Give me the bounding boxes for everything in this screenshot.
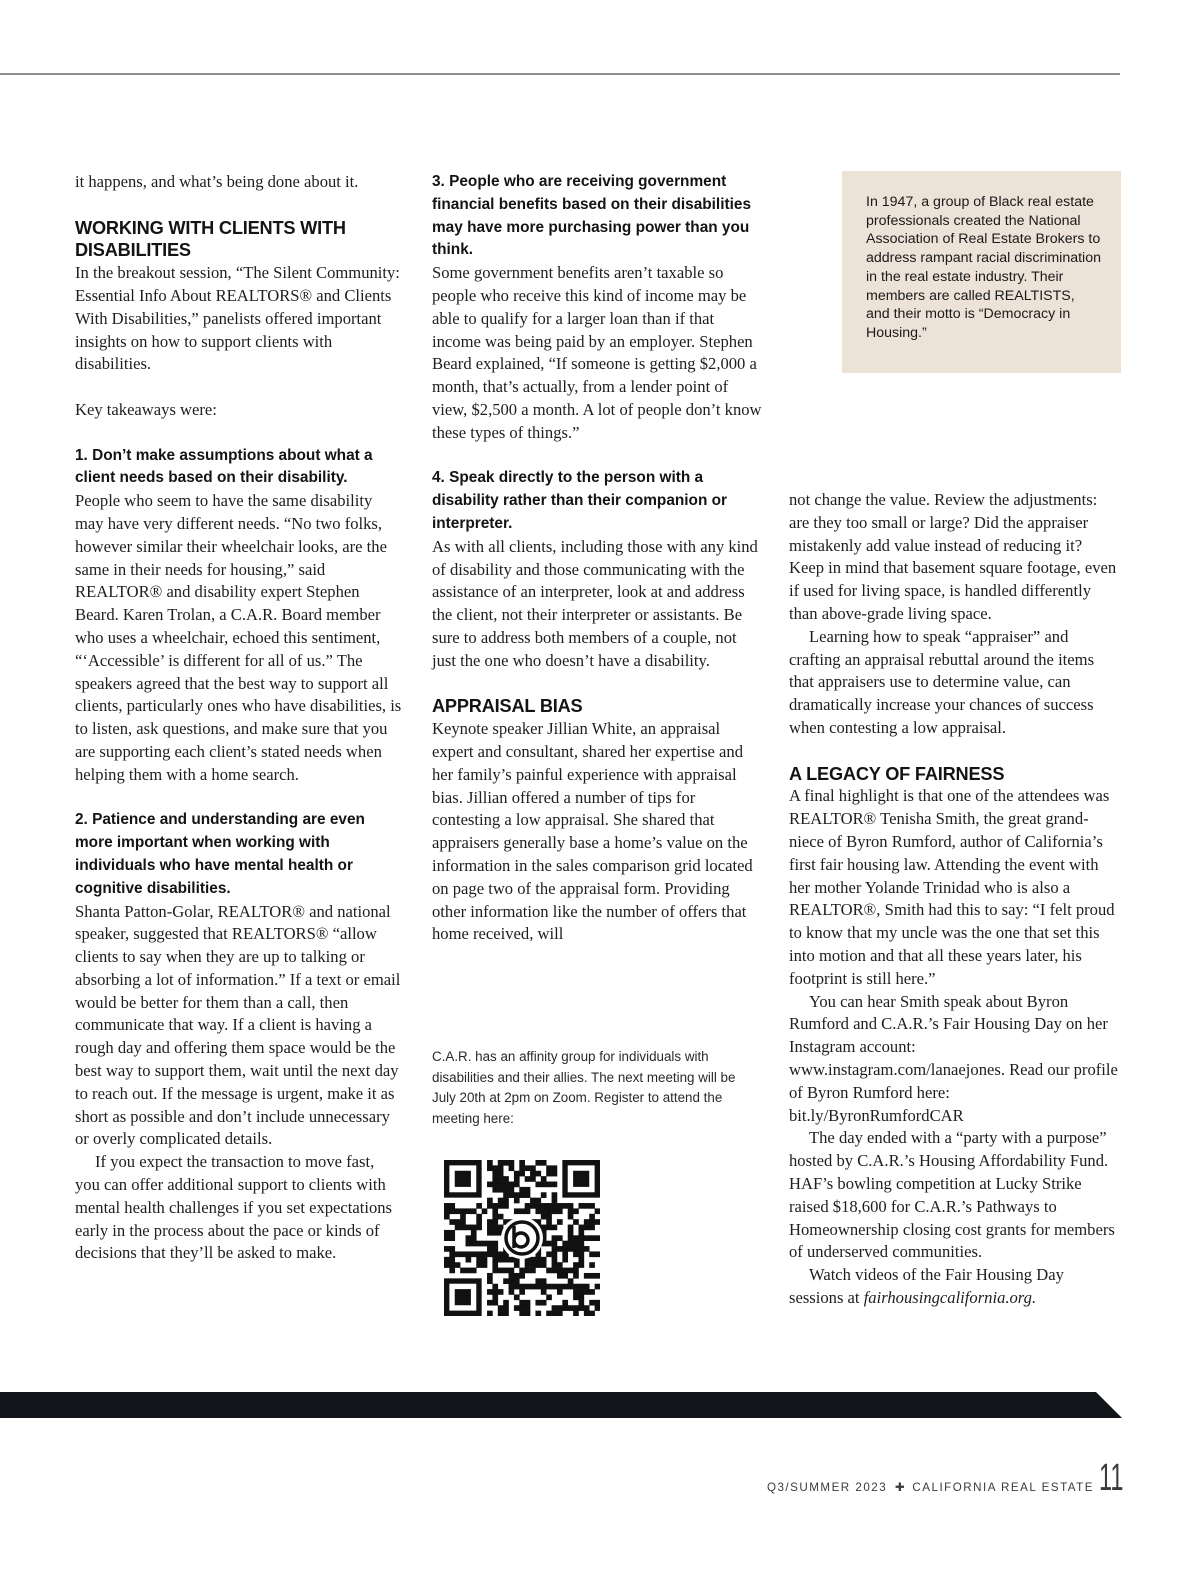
appraisal-continued: not change the value. Review the adjustments: are they too small or large? Did the appraiser mistakenly add value instead of reducing it? Keep in mind that basement square footage, even if used for living space, is handled differently than above-grade living space. — [789, 490, 1117, 623]
watch-prefix: Watch videos of the Fair Housing Day sessions at — [789, 1265, 1064, 1307]
tip3-body: Some government benefits aren’t taxable so people who receive this kind of income may be able to qualify for a larger loan than if that income was being paid by an employer. Stephen Beard explained, “If someone is getting $2,000 a month, that’s actually, from a lender point of view, $2,500 a month. A lot of people don’t know these types of things.” — [432, 263, 762, 442]
article-column-1 — [75, 171, 403, 1265]
tip2-heading: 2. Patience and understanding are even more important when working with individuals who have mental health or cognitive disabilities. — [75, 811, 365, 897]
page-number: 11 — [1099, 1457, 1124, 1499]
top-rule — [0, 73, 1120, 75]
tip1-heading: 1. Don’t make assumptions about what a client needs based on their disability. — [75, 446, 373, 487]
article-column-2 — [432, 171, 762, 946]
section-heading-clients: WORKING WITH CLIENTS WITH DISABILITIES — [75, 217, 346, 261]
qr-code-icon[interactable] — [444, 1160, 600, 1316]
page-footer — [767, 1480, 1094, 1494]
watch-paragraph — [789, 1264, 1121, 1310]
legacy-paragraph: A final highlight is that one of the attendees was REALTOR® Tenisha Smith, the great grand-niece of Byron Rumford, author of California’s first fair housing law. Attending the event with her mother Yolande Trinidad who is also a REALTOR®, Smith had this to say: “I felt proud to know that my uncle was the one that set this into motion and that all these years later, his footprint is still here.” — [789, 786, 1115, 988]
instagram-paragraph: You can hear Smith speak about Byron Rumford and C.A.R.’s Fair Housing Day on her Instagram account: www.instagram.com/lanaejones. Read our profile of Byron Rumford here: bit.ly/ByronRumfordCAR — [789, 991, 1118, 1125]
fairhousing-link[interactable]: fairhousingcalifornia.org. — [863, 1287, 1037, 1307]
key-takeaways: Key takeaways were: — [75, 399, 217, 419]
section-heading-legacy: A LEGACY OF FAIRNESS — [789, 763, 1005, 784]
tip4-body: As with all clients, including those with any kind of disability and those communicating with the assistance of an interpreter, look at and address the client, not their interpreter or assistants. Be sure to address both members of a couple, not just the one who doesn’t have a disability. — [432, 536, 758, 670]
sidebar-callout — [842, 171, 1121, 373]
tip3-heading: 3. People who are receiving government financial benefits based on their disabilities may have more purchasing power than you think. — [432, 173, 752, 259]
affinity-group-text: C.A.R. has an affinity group for individuals with disabilities and their allies. The next meeting will be July 20th at 2pm on Zoom. Register to attend the meeting here: — [432, 1049, 736, 1126]
footer-publication: CALIFORNIA REAL ESTATE — [912, 1481, 1094, 1494]
intro-line: it happens, and what’s being done about it. — [75, 172, 359, 191]
tip1-body: People who seem to have the same disability may have very different needs. “No two folks, however similar their wheelchair looks, are the same in their needs for housing,” said REALTOR® and disability expert Stephen Beard. Karen Trolan, a C.A.R. Board member who uses a wheelchair, echoed this sentiment, “‘Accessible’ is different for all of us.” The speakers agreed that the best way to support all clients, particularly ones who have disabilities, is to listen, ask questions, and make sure that you are supporting each client’s stated needs when helping them with a home search. — [75, 491, 402, 784]
brand-b-logo-icon — [501, 1217, 543, 1259]
appraisal-bias-body: Keynote speaker Jillian White, an appraisal expert and consultant, shared her expertise and her family’s painful experience with appraisal bias. Jillian offered a number of tips for contesting a low appraisal. She shared that appraisers generally base a home’s value on the information in the sales comparison grid located on page two of the appraisal form. Providing other information like the number of offers that home received, will — [432, 719, 753, 944]
session-paragraph: In the breakout session, “The Silent Community: Essential Info About REALTORS® and Clients With Disabilities,” panelists offered important insights on how to support clients with disabilities. — [75, 263, 400, 374]
tip2-body-continued: If you expect the transaction to move fast, you can offer additional support to clients with mental health challenges if you set expectations early in the process about the pace or kinds of decisions that they’ll be asked to make. — [75, 1152, 393, 1263]
bottom-band — [0, 1392, 1122, 1418]
affinity-group-note — [432, 1047, 762, 1129]
article-column-3 — [789, 489, 1121, 1310]
party-paragraph: The day ended with a “party with a purpose” hosted by C.A.R.’s Housing Affordability Fund. HAF’s bowling competition at Lucky Strike raised $18,600 for C.A.R.’s Pathways to Homeownership closing cost grants for members of underserved communities. — [789, 1128, 1115, 1262]
speak-appraiser-paragraph: Learning how to speak “appraiser” and crafting an appraisal rebuttal around the items that appraisers use to determine value, can dramatically increase your chances of success when contesting a low appraisal. — [789, 626, 1095, 737]
tip2-body: Shanta Patton-Golar, REALTOR® and national speaker, suggested that REALTORS® “allow clients to say when they are up to talking or absorbing a lot of information.” If a text or email would be better for them than a call, then communicate that way. If a client is having a rough day and offering them space would be the best way to support them, wait until the next day to reach out. If the message is urgent, make it as short as possible and don’t include unnecessary or overly complicated details. — [75, 901, 401, 1149]
sidebar-text: In 1947, a group of Black real estate professionals created the National Association of Real Estate Brokers to address rampant racial discrimination in the real estate industry. Their members are called REALTISTS, and their motto is “Democracy in Housing.” — [866, 194, 1101, 341]
footer-issue: Q3/SUMMER 2023 — [766, 1481, 888, 1494]
tip4-heading: 4. Speak directly to the person with a disability rather than their companion or interpreter. — [432, 469, 728, 532]
cross-icon: ✚ — [894, 1481, 905, 1494]
section-heading-appraisal-bias: APPRAISAL BIAS — [432, 696, 583, 717]
